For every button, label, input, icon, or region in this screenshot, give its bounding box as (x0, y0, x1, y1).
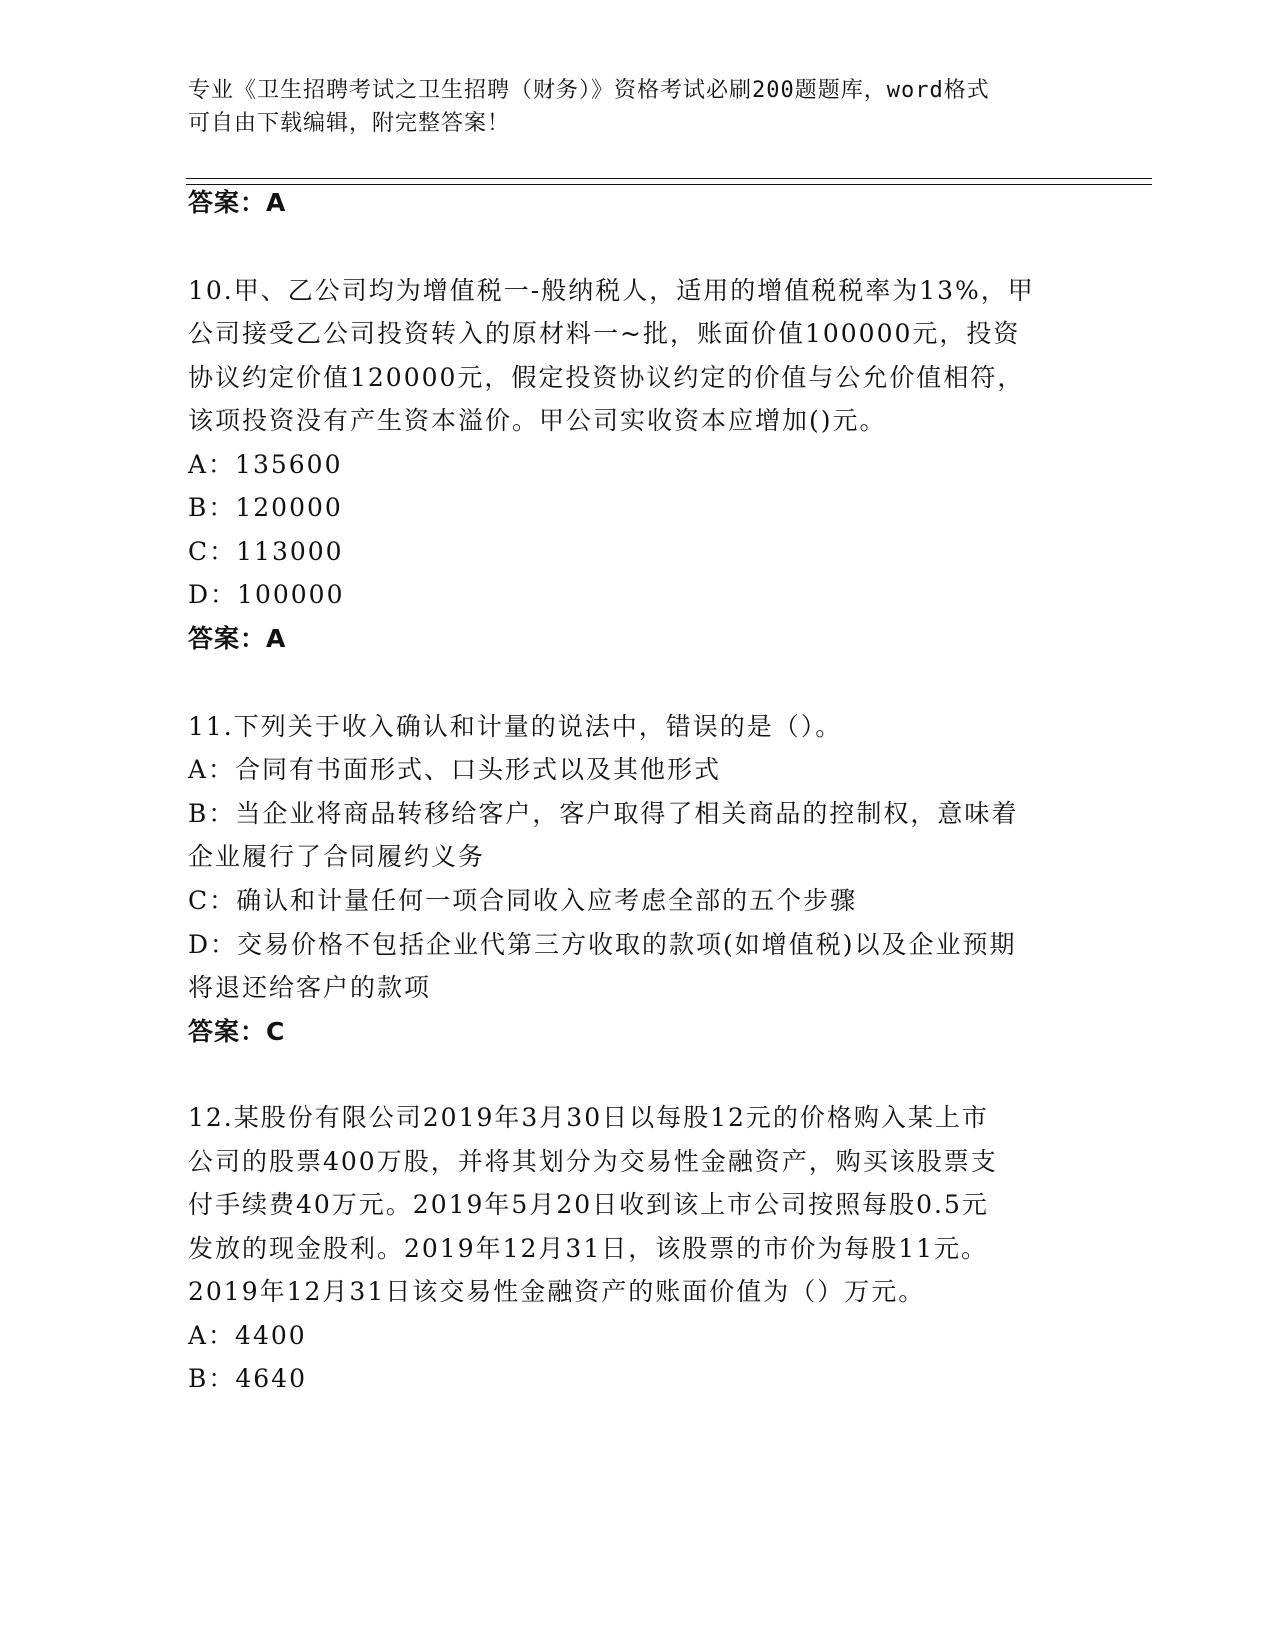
question-10-option-c: C：113000 (188, 537, 344, 566)
question-12-line-3: 付手续费40万元。2019年5月20日收到该上市公司按照每股0.5元 (188, 1190, 989, 1219)
question-12-option-a: A：4400 (188, 1321, 307, 1350)
question-11-option-a: A：合同有书面形式、口头形式以及其他形式 (188, 755, 722, 784)
header-divider-bottom (186, 184, 1152, 185)
question-11-stem: 11.下列关于收入确认和计量的说法中，错误的是（）。 (188, 712, 843, 741)
question-12-line-4: 发放的现金股利。2019年12月31日，该股票的市价为每股11元。 (188, 1234, 989, 1263)
question-10-option-b: B：120000 (188, 493, 343, 522)
header-line-1: 专业《卫生招聘考试之卫生招聘（财务）》资格考试必刷200题题库，word格式 (188, 78, 990, 103)
question-10-answer: 答案：A (188, 624, 287, 653)
document-header (188, 74, 1088, 140)
header-line-2: 可自由下载编辑，附完整答案！ (188, 111, 511, 136)
question-10-line-3: 协议约定价值120000元，假定投资协议约定的价值与公允价值相符， (188, 363, 1025, 392)
question-12-option-b: B：4640 (188, 1364, 307, 1393)
question-11-option-b-cont: 企业履行了合同履约义务 (188, 842, 486, 871)
question-10-line-2: 公司接受乙公司投资转入的原材料一~批，账面价值100000元，投资 (188, 319, 1021, 348)
answer-previous: 答案：A (188, 188, 287, 217)
question-10-option-a: A：135600 (188, 450, 343, 479)
question-10-line-1: 10.甲、乙公司均为增值税一-般纳税人，适用的增值税税率为13%，甲 (188, 276, 1035, 305)
header-divider-top (186, 178, 1152, 179)
question-11-option-d-cont: 将退还给客户的款项 (188, 973, 432, 1002)
question-12-line-1: 12.某股份有限公司2019年3月30日以每股12元的价格购入某上市 (188, 1103, 989, 1132)
question-11-answer: 答案：C (188, 1017, 286, 1046)
question-10-option-d: D：100000 (188, 580, 345, 609)
question-12-line-5: 2019年12月31日该交易性金融资产的账面价值为（）万元。 (188, 1277, 926, 1306)
question-11-option-d: D：交易价格不包括企业代第三方收取的款项(如增值税)以及企业预期 (188, 930, 1017, 959)
question-11-option-c: C：确认和计量任何一项合同收入应考虑全部的五个步骤 (188, 886, 858, 915)
question-11-option-b: B：当企业将商品转移给客户，客户取得了相关商品的控制权，意味着 (188, 799, 1019, 828)
question-10-line-4: 该项投资没有产生资本溢价。甲公司实收资本应增加()元。 (188, 406, 887, 435)
question-12-line-2: 公司的股票400万股，并将其划分为交易性金融资产，购买该股票支 (188, 1147, 998, 1176)
